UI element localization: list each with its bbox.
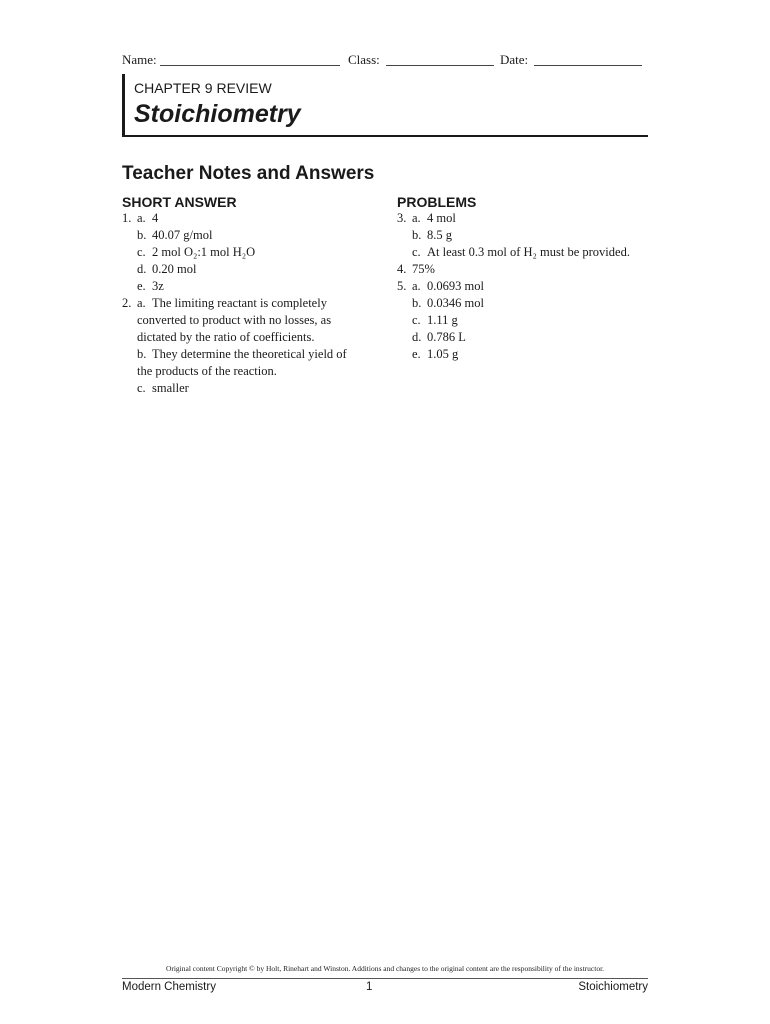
header-fields <box>122 52 646 70</box>
part-letter: b. <box>412 296 422 310</box>
part-letter: e. <box>137 279 146 293</box>
footer <box>122 981 648 995</box>
name-label: Name: <box>122 52 157 67</box>
answer-line <box>397 261 647 278</box>
problems-list <box>397 210 647 363</box>
answer-text: 0.786 L <box>427 330 466 344</box>
short-answer-list <box>122 210 392 397</box>
answer-line <box>397 210 647 227</box>
answer-line <box>122 210 392 227</box>
answer-line <box>122 261 392 278</box>
problems-heading: PROBLEMS <box>397 194 477 210</box>
part-letter: b. <box>412 228 422 242</box>
page-number: 1 <box>366 981 373 993</box>
answer-line <box>397 312 647 329</box>
part-letter: a. <box>137 211 146 225</box>
answer-line <box>397 346 647 363</box>
answer-text: dictated by the ratio of coefficients. <box>137 330 315 344</box>
footer-rule <box>122 978 648 979</box>
answer-line <box>397 227 647 244</box>
answer-line <box>122 329 392 346</box>
part-letter: a. <box>412 211 421 225</box>
footer-book-title: Modern Chemistry <box>122 981 216 993</box>
short-answer-heading: SHORT ANSWER <box>122 194 237 210</box>
answer-line <box>397 278 647 295</box>
chapter-bar <box>122 74 125 136</box>
answer-text: 0.0693 mol <box>427 279 484 293</box>
part-letter: d. <box>137 262 147 276</box>
answer-text: 2 mol O₂:1 mol H₂O <box>152 245 256 259</box>
answer-line <box>122 346 392 363</box>
question-number: 1. <box>122 211 132 225</box>
part-letter: b. <box>137 228 147 242</box>
part-letter: a. <box>137 296 146 310</box>
answer-text: 4 <box>152 211 159 225</box>
answer-text: 0.20 mol <box>152 262 197 276</box>
answer-line <box>397 329 647 346</box>
answer-text: 40.07 g/mol <box>152 228 213 242</box>
part-letter: c. <box>137 245 146 259</box>
part-letter: b. <box>137 347 147 361</box>
answer-text: 4 mol <box>427 211 456 225</box>
answer-text: 8.5 g <box>427 228 452 242</box>
answer-text: The limiting reactant is completely <box>152 296 327 310</box>
answer-line <box>122 380 392 397</box>
part-letter: e. <box>412 347 421 361</box>
chapter-label: CHAPTER 9 REVIEW <box>134 80 272 96</box>
answer-text: 75% <box>412 262 435 276</box>
answer-line <box>122 295 392 312</box>
answer-line <box>122 227 392 244</box>
answer-text: converted to product with no losses, as <box>137 313 332 327</box>
answer-text: 3z <box>152 279 164 293</box>
answer-text: 0.0346 mol <box>427 296 484 310</box>
answer-text: the products of the reaction. <box>137 364 277 378</box>
answer-text: At least 0.3 mol of H₂ must be provided. <box>427 245 630 259</box>
chapter-title: Stoichiometry <box>134 100 301 128</box>
part-letter: c. <box>412 313 421 327</box>
chapter-heading <box>122 74 648 136</box>
part-letter: d. <box>412 330 422 344</box>
date-label: Date: <box>500 52 529 67</box>
answer-text: 1.11 g <box>427 313 458 327</box>
class-field[interactable] <box>386 65 494 66</box>
class-label: Class: <box>348 52 380 67</box>
copyright-notice: Original content Copyright © by Holt, Rinehart and Winston. Additions and changes to the original content are the responsibility of the instructor. <box>165 964 605 973</box>
question-number: 4. <box>397 262 407 276</box>
answer-line <box>122 363 392 380</box>
question-number: 5. <box>397 279 407 293</box>
answer-text: smaller <box>152 381 189 395</box>
answer-line <box>397 295 647 312</box>
footer-chapter-title: Stoichiometry <box>578 981 648 993</box>
chapter-rule <box>122 135 648 137</box>
part-letter: c. <box>137 381 146 395</box>
name-field[interactable] <box>160 65 340 66</box>
section-title: Teacher Notes and Answers <box>122 163 375 184</box>
answer-line <box>122 244 392 261</box>
answer-line <box>397 244 647 261</box>
question-number: 3. <box>397 211 407 225</box>
part-letter: c. <box>412 245 421 259</box>
date-field[interactable] <box>534 65 642 66</box>
answer-text: 1.05 g <box>427 347 459 361</box>
answer-line <box>122 312 392 329</box>
part-letter: a. <box>412 279 421 293</box>
answer-text: They determine the theoretical yield of <box>152 347 347 361</box>
answer-line <box>122 278 392 295</box>
question-number: 2. <box>122 296 132 310</box>
